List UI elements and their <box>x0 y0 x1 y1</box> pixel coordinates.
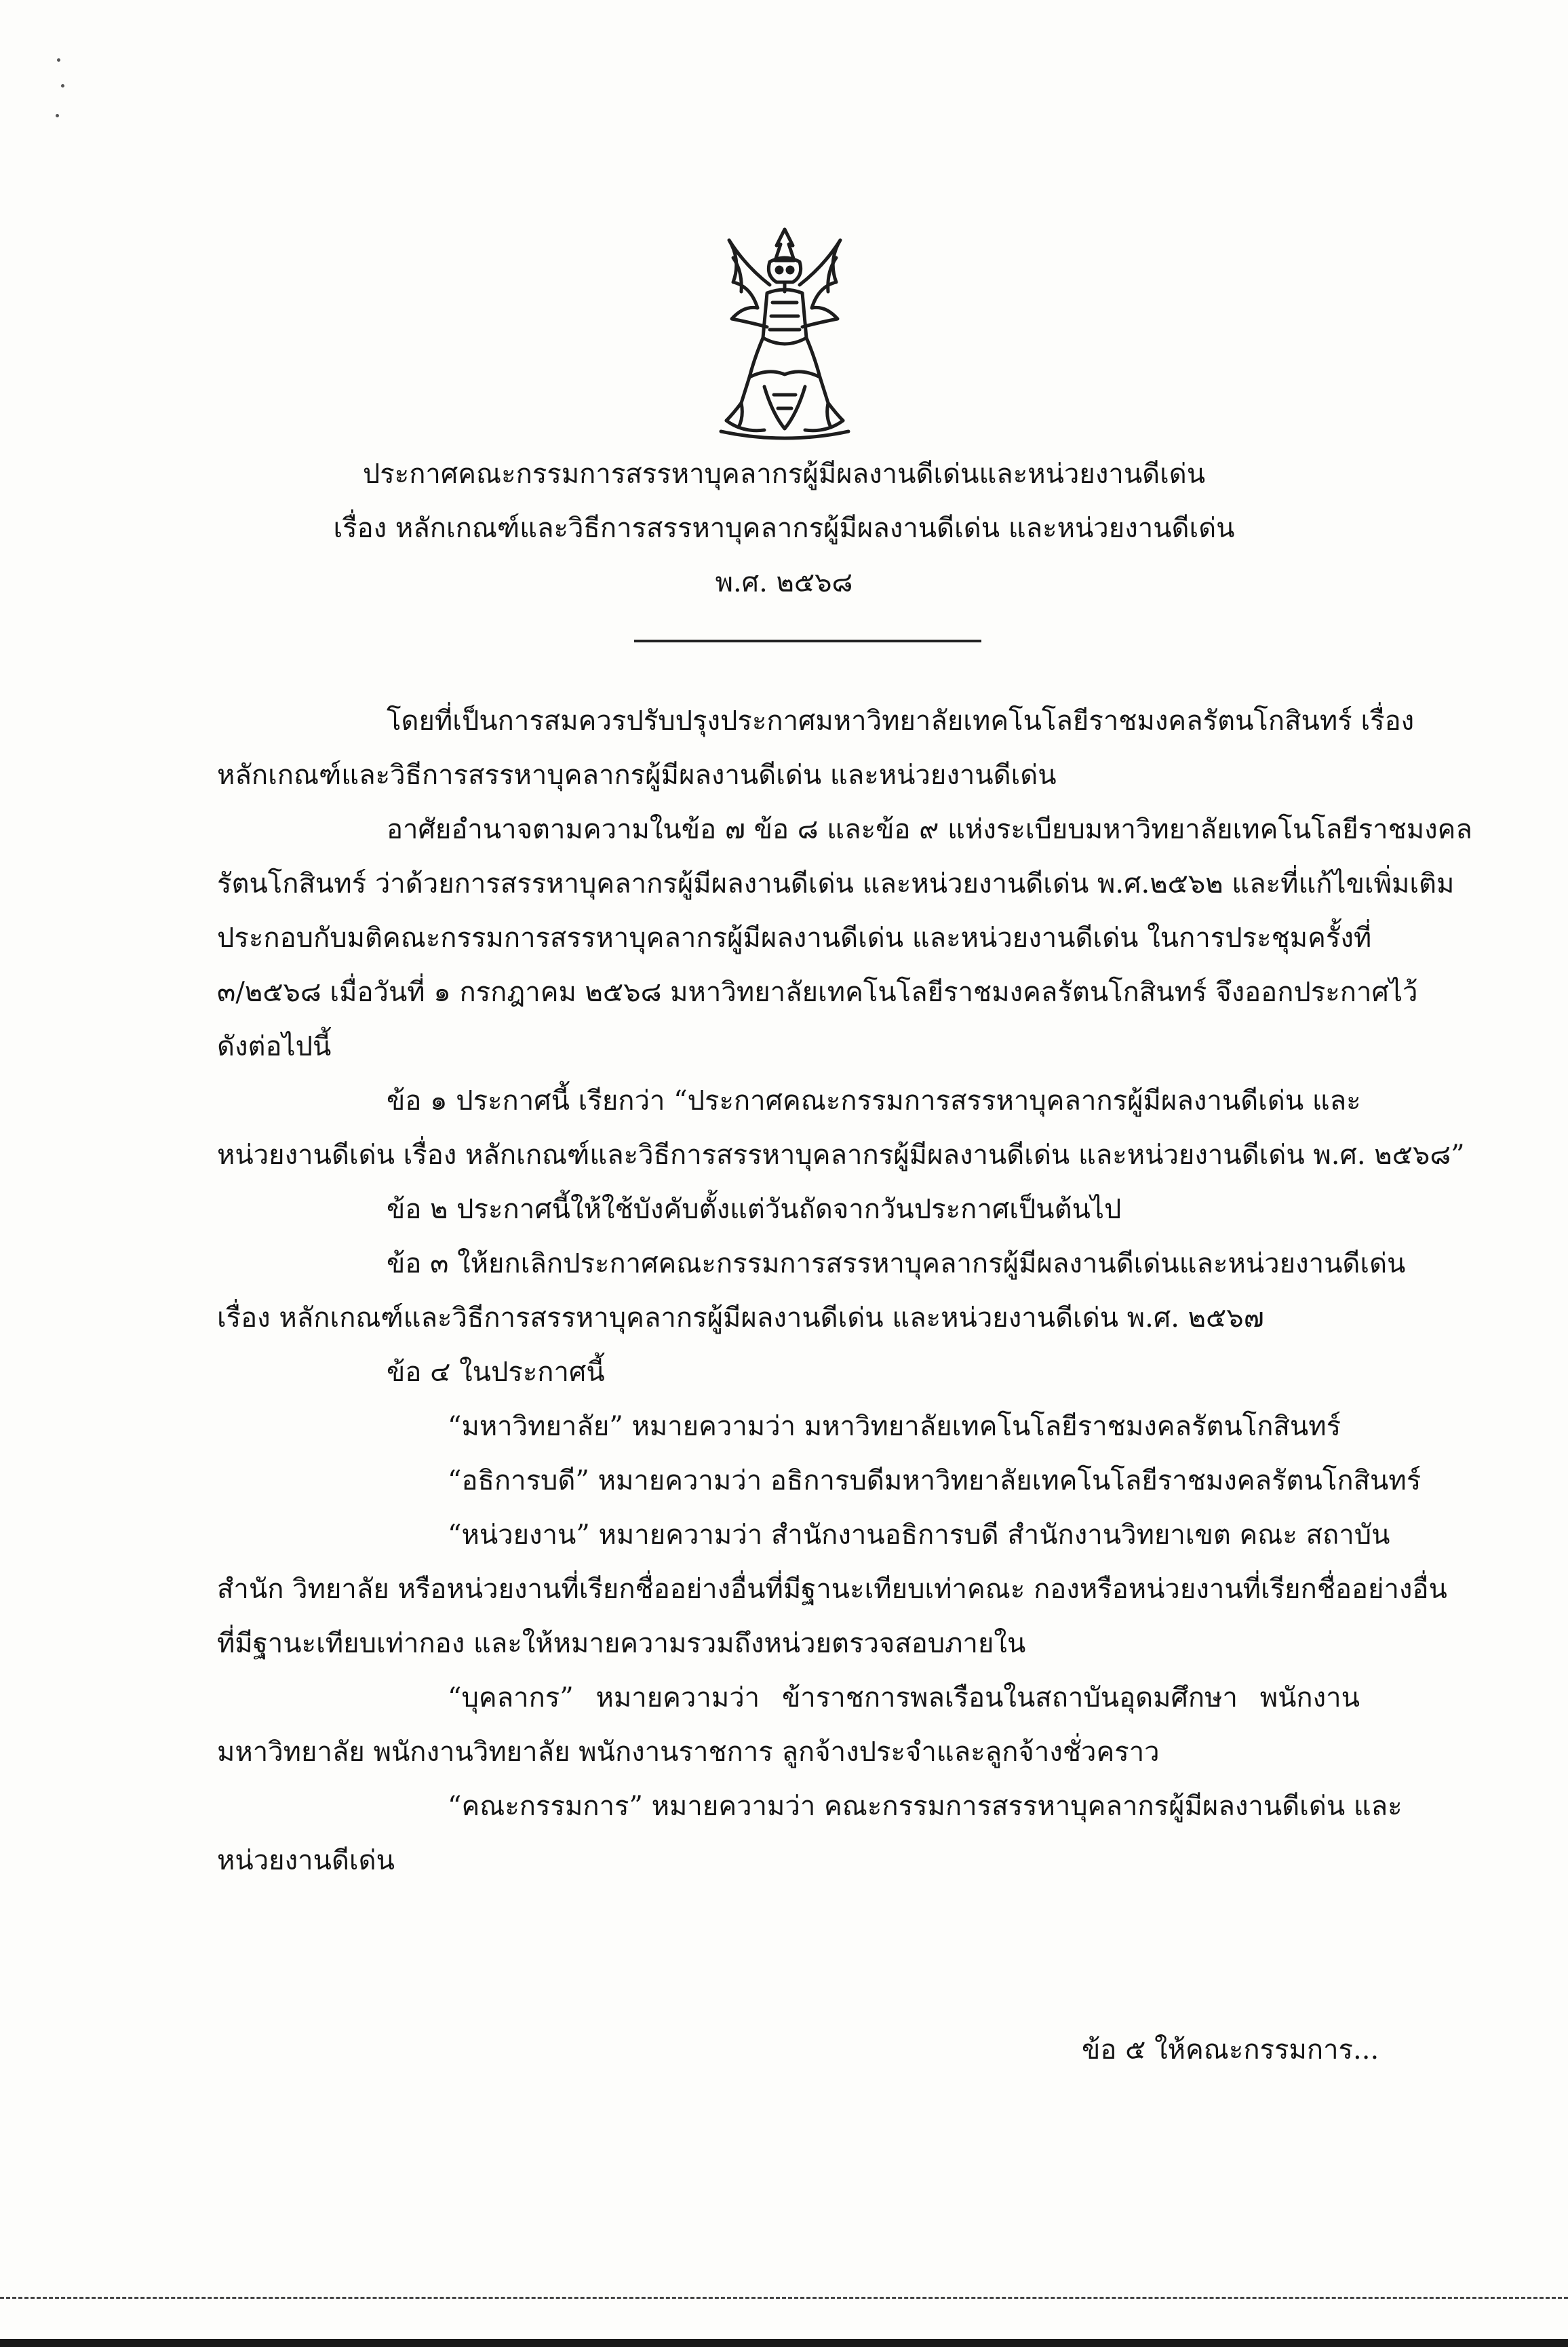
authority-line: รัตนโกสินทร์ ว่าด้วยการสรรหาบุคลากรผู้มีผลงานดีเด่น และหน่วยงานดีเด่น พ.ศ.๒๕๖๒ และที่แก้ไขเพิ่มเติม <box>217 868 1455 899</box>
clause-1-line: หน่วยงานดีเด่น เรื่อง หลักเกณฑ์และวิธีการสรรหาบุคลากรผู้มีผลงานดีเด่น และหน่วยงานดีเด่น พ.ศ. ๒๕๖๘” <box>217 1140 1465 1171</box>
authority-line: ๓/๒๕๖๘ เมื่อวันที่ ๑ กรกฎาคม ๒๕๖๘ มหาวิทยาลัยเทคโนโลยีราชมงคลรัตนโกสินทร์ จึงออกประกาศไว้ <box>217 977 1418 1008</box>
scan-speck <box>57 58 60 62</box>
authority-line: ประกอบกับมติคณะกรรมการสรรหาบุคลากรผู้มีผลงานดีเด่น และหน่วยงานดีเด่น ในการประชุมครั้งที่ <box>217 923 1372 954</box>
authority-line: อาศัยอำนาจตามความในข้อ ๗ ข้อ ๘ และข้อ ๙ แห่งระเบียบมหาวิทยาลัยเทคโนโลยีราชมงคล <box>387 814 1472 845</box>
clause-3-line: ข้อ ๓ ให้ยกเลิกประกาศคณะกรรมการสรรหาบุคลากรผู้มีผลงานดีเด่นและหน่วยงานดีเด่น <box>387 1248 1406 1279</box>
announcement-title: ประกาศคณะกรรมการสรรหาบุคลากรผู้มีผลงานดีเด่นและหน่วยงานดีเด่น <box>362 459 1206 490</box>
definition-unit-line: “หน่วยงาน” หมายความว่า สำนักงานอธิการบดี สำนักงานวิทยาเขต คณะ สถาบัน <box>448 1519 1390 1551</box>
scan-edge <box>0 2339 1568 2347</box>
continuation-text: ข้อ ๕ ให้คณะกรรมการ... <box>1082 2034 1379 2065</box>
definition-committee-line: หน่วยงานดีเด่น <box>217 1845 395 1876</box>
clause-4: ข้อ ๔ ในประกาศนี้ <box>387 1357 605 1388</box>
clause-3-line: เรื่อง หลักเกณฑ์และวิธีการสรรหาบุคลากรผู้มีผลงานดีเด่น และหน่วยงานดีเด่น พ.ศ. ๒๕๖๗ <box>217 1302 1264 1334</box>
definition-unit-line: สำนัก วิทยาลัย หรือหน่วยงานที่เรียกชื่ออย่างอื่นที่มีฐานะเทียบเท่าคณะ กองหรือหน่วยงานที่เรียกชื่ออย่างอื่น <box>217 1574 1447 1605</box>
scan-speck <box>61 84 64 88</box>
clause-1-line: ข้อ ๑ ประกาศนี้ เรียกว่า “ประกาศคณะกรรมการสรรหาบุคลากรผู้มีผลงานดีเด่น และ <box>387 1085 1361 1117</box>
definition-unit-line: ที่มีฐานะเทียบเท่ากอง และให้หมายความรวมถึงหน่วยตรวจสอบภายใน <box>217 1628 1026 1659</box>
definition-president: “อธิการบดี” หมายความว่า อธิการบดีมหาวิทยาลัยเทคโนโลยีราชมงคลรัตนโกสินทร์ <box>448 1465 1422 1496</box>
garuda-emblem-icon <box>702 217 868 441</box>
announcement-subject: เรื่อง หลักเกณฑ์และวิธีการสรรหาบุคลากรผู้มีผลงานดีเด่น และหน่วยงานดีเด่น <box>333 513 1235 544</box>
definition-personnel-line: มหาวิทยาลัย พนักงานวิทยาลัย พนักงานราชการ ลูกจ้างประจำและลูกจ้างชั่วคราว <box>217 1737 1160 1768</box>
clause-2: ข้อ ๒ ประกาศนี้ให้ใช้บังคับตั้งแต่วันถัดจากวันประกาศเป็นต้นไป <box>387 1194 1122 1225</box>
definition-personnel-line: “บุคลากร” หมายความว่า ข้าราชการพลเรือนในสถาบันอุดมศึกษา พนักงาน <box>448 1682 1360 1713</box>
title-divider <box>634 640 981 642</box>
scan-speck <box>56 114 59 117</box>
preamble-line: หลักเกณฑ์และวิธีการสรรหาบุคลากรผู้มีผลงานดีเด่น และหน่วยงานดีเด่น <box>217 760 1057 791</box>
authority-line: ดังต่อไปนี้ <box>217 1031 332 1062</box>
page-fold-line <box>0 2297 1568 2299</box>
announcement-year: พ.ศ. ๒๕๖๘ <box>715 567 853 598</box>
definition-university: “มหาวิทยาลัย” หมายความว่า มหาวิทยาลัยเทคโนโลยีราชมงคลรัตนโกสินทร์ <box>448 1411 1341 1442</box>
definition-committee-line: “คณะกรรมการ” หมายความว่า คณะกรรมการสรรหาบุคลากรผู้มีผลงานดีเด่น และ <box>448 1791 1403 1822</box>
preamble-line: โดยที่เป็นการสมควรปรับปรุงประกาศมหาวิทยาลัยเทคโนโลยีราชมงคลรัตนโกสินทร์ เรื่อง <box>387 705 1415 737</box>
